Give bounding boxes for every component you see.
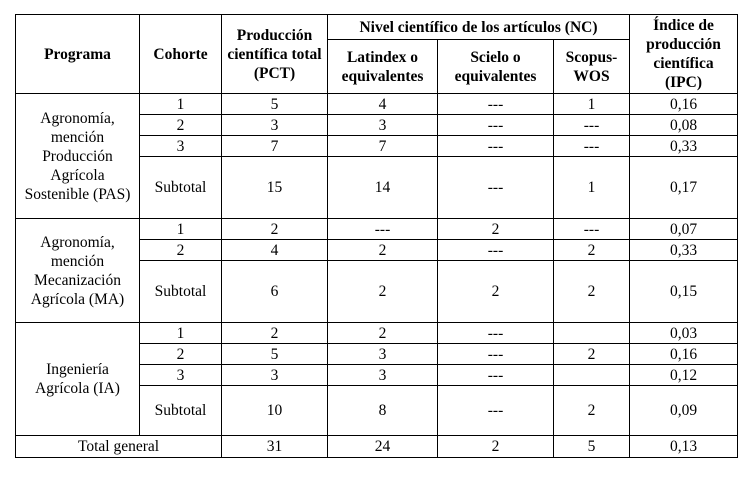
cell-latindex: 3 bbox=[328, 344, 438, 365]
program-name: Ingeniería Agrícola (IA) bbox=[16, 323, 140, 436]
total-ipc: 0,13 bbox=[630, 436, 738, 458]
cell-latindex: 14 bbox=[328, 157, 438, 219]
header-scielo: Scielo o equivalentes bbox=[438, 40, 554, 94]
cell-scopus: --- bbox=[554, 136, 630, 157]
cell-cohorte: 3 bbox=[140, 136, 222, 157]
cell-scielo: --- bbox=[438, 323, 554, 344]
cell-ipc: 0,12 bbox=[630, 365, 738, 386]
cell-pct: 3 bbox=[222, 365, 328, 386]
total-label: Total general bbox=[16, 436, 222, 458]
cell-latindex: 7 bbox=[328, 136, 438, 157]
cell-pct: 5 bbox=[222, 344, 328, 365]
cell-scopus: --- bbox=[554, 219, 630, 240]
cell-latindex: 4 bbox=[328, 94, 438, 115]
cell-cohorte: 1 bbox=[140, 94, 222, 115]
cell-scielo: --- bbox=[438, 157, 554, 219]
cell-ipc: 0,03 bbox=[630, 323, 738, 344]
cell-cohorte: 2 bbox=[140, 115, 222, 136]
cell-scopus: 2 bbox=[554, 386, 630, 436]
cell-cohorte: 2 bbox=[140, 240, 222, 261]
cell-latindex: 8 bbox=[328, 386, 438, 436]
cell-latindex: --- bbox=[328, 219, 438, 240]
cell-latindex: 2 bbox=[328, 240, 438, 261]
cell-ipc: 0,07 bbox=[630, 219, 738, 240]
cell-scielo: --- bbox=[438, 386, 554, 436]
cell-scielo: --- bbox=[438, 344, 554, 365]
header-scopus: Scopus-WOS bbox=[554, 40, 630, 94]
cell-ipc: 0,33 bbox=[630, 136, 738, 157]
cell-cohorte: Subtotal bbox=[140, 157, 222, 219]
cell-latindex: 2 bbox=[328, 261, 438, 323]
total-pct: 31 bbox=[222, 436, 328, 458]
cell-cohorte: 1 bbox=[140, 323, 222, 344]
cell-scopus: 2 bbox=[554, 240, 630, 261]
cell-scopus: --- bbox=[554, 115, 630, 136]
cell-cohorte: 1 bbox=[140, 219, 222, 240]
cell-cohorte: 3 bbox=[140, 365, 222, 386]
cell-ipc: 0,09 bbox=[630, 386, 738, 436]
cell-scopus: 1 bbox=[554, 94, 630, 115]
table-row bbox=[16, 219, 738, 240]
cell-ipc: 0,17 bbox=[630, 157, 738, 219]
cell-scielo: --- bbox=[438, 365, 554, 386]
cell-scopus bbox=[554, 323, 630, 344]
cell-latindex: 3 bbox=[328, 365, 438, 386]
cell-cohorte: Subtotal bbox=[140, 386, 222, 436]
total-latindex: 24 bbox=[328, 436, 438, 458]
cell-pct: 10 bbox=[222, 386, 328, 436]
cell-scopus: 2 bbox=[554, 261, 630, 323]
total-scopus: 5 bbox=[554, 436, 630, 458]
header-nc: Nivel científico de los artículos (NC) bbox=[328, 15, 630, 40]
cell-pct: 2 bbox=[222, 219, 328, 240]
cell-pct: 3 bbox=[222, 115, 328, 136]
total-row bbox=[16, 436, 738, 458]
cell-scielo: --- bbox=[438, 94, 554, 115]
header-pct: Producción científica total (PCT) bbox=[222, 15, 328, 94]
cell-pct: 15 bbox=[222, 157, 328, 219]
cell-ipc: 0,16 bbox=[630, 94, 738, 115]
cell-ipc: 0,15 bbox=[630, 261, 738, 323]
header-cohorte: Cohorte bbox=[140, 15, 222, 94]
cell-scielo: --- bbox=[438, 240, 554, 261]
cell-scielo: 2 bbox=[438, 219, 554, 240]
cell-cohorte: Subtotal bbox=[140, 261, 222, 323]
cell-pct: 2 bbox=[222, 323, 328, 344]
cell-scielo: 2 bbox=[438, 261, 554, 323]
cell-scielo: --- bbox=[438, 136, 554, 157]
cell-scopus: 2 bbox=[554, 344, 630, 365]
header-programa: Programa bbox=[16, 15, 140, 94]
program-name: Agronomía, mención Mecanización Agrícola (MA) bbox=[16, 219, 140, 323]
cell-cohorte: 2 bbox=[140, 344, 222, 365]
cell-latindex: 3 bbox=[328, 115, 438, 136]
cell-scopus bbox=[554, 365, 630, 386]
program-name: Agronomía, mención Producción Agrícola Sostenible (PAS) bbox=[16, 94, 140, 219]
header-latindex: Latindex o equivalentes bbox=[328, 40, 438, 94]
header-row-1 bbox=[16, 15, 738, 40]
cell-pct: 5 bbox=[222, 94, 328, 115]
table-row bbox=[16, 94, 738, 115]
cell-ipc: 0,16 bbox=[630, 344, 738, 365]
production-table bbox=[15, 14, 738, 458]
cell-pct: 4 bbox=[222, 240, 328, 261]
table-row bbox=[16, 323, 738, 344]
cell-ipc: 0,33 bbox=[630, 240, 738, 261]
cell-scielo: --- bbox=[438, 115, 554, 136]
cell-ipc: 0,08 bbox=[630, 115, 738, 136]
header-ipc: Índice de producción científica (IPC) bbox=[630, 15, 738, 94]
cell-scopus: 1 bbox=[554, 157, 630, 219]
cell-pct: 6 bbox=[222, 261, 328, 323]
cell-pct: 7 bbox=[222, 136, 328, 157]
cell-latindex: 2 bbox=[328, 323, 438, 344]
total-scielo: 2 bbox=[438, 436, 554, 458]
